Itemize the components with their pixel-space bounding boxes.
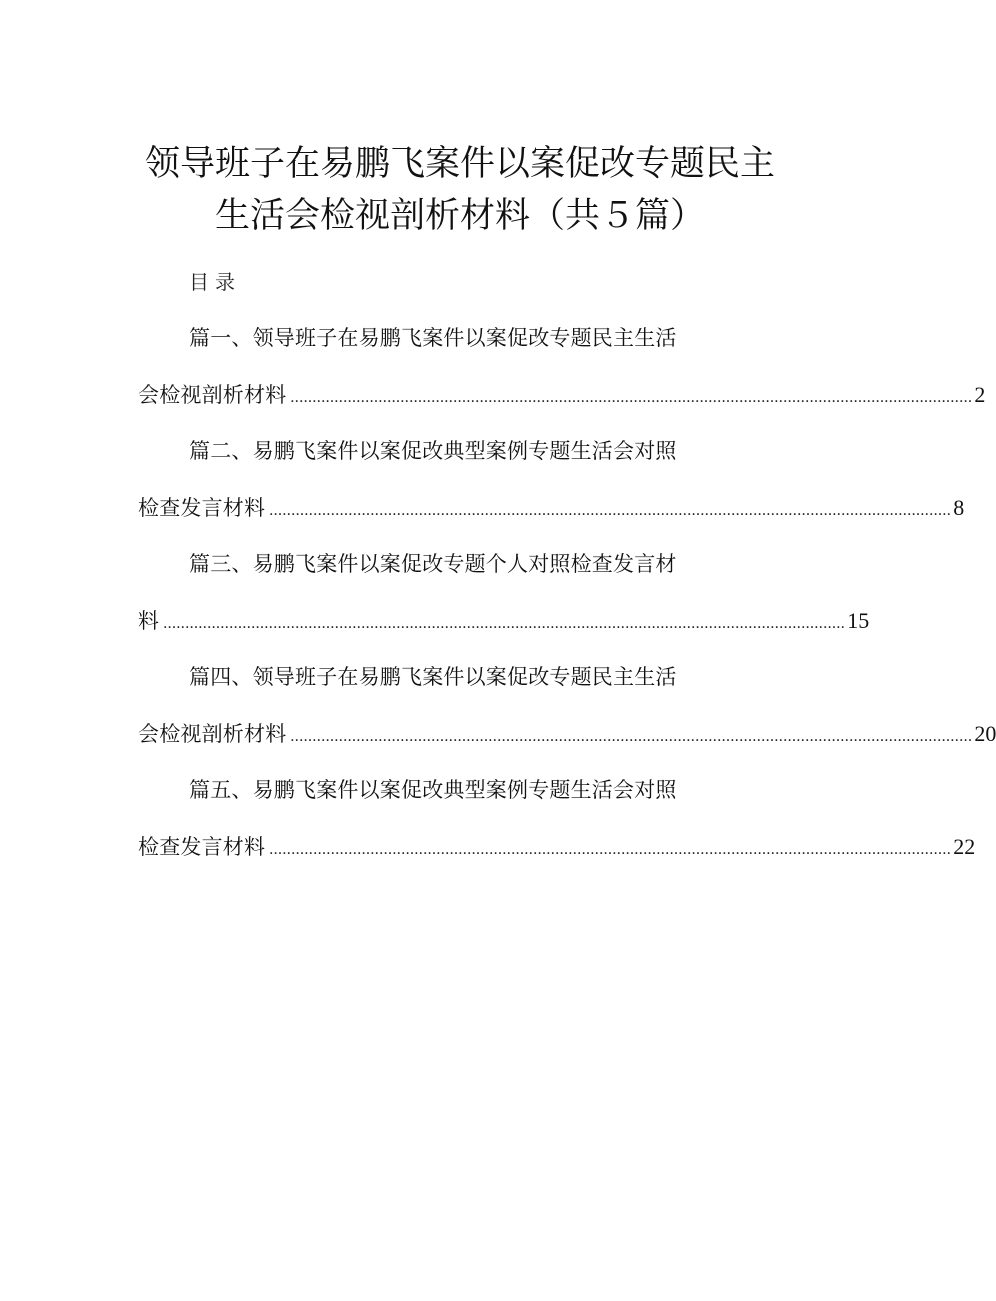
toc-entry-title: 篇一、领导班子在易鹏飞案件以案促改专题民主生活 <box>189 326 677 350</box>
dot-leader: ........................................................................................................................................................... <box>290 728 973 745</box>
toc-entry-title: 篇二、易鹏飞案件以案促改典型案例专题生活会对照 <box>189 439 677 463</box>
toc-entry-title-continuation: 料 <box>138 609 160 633</box>
document-title <box>0 138 920 242</box>
toc-entry-title-continuation: 会检视剖析材料 <box>138 383 287 407</box>
toc-entry-continuation-row <box>138 832 976 862</box>
toc-entry-title-continuation: 会检视剖析材料 <box>138 722 287 746</box>
toc-entry-title-continuation: 检查发言材料 <box>138 496 266 520</box>
toc-entry-title: 篇四、领导班子在易鹏飞案件以案促改专题民主生活 <box>189 665 677 689</box>
toc-entry-continuation-row <box>138 493 965 523</box>
toc-entry-continuation-row <box>138 719 996 749</box>
toc-entry-continuation-row <box>138 606 870 636</box>
toc-heading: 目录 <box>189 270 241 294</box>
toc-page-number: 2 <box>974 382 986 407</box>
dot-leader: ........................................................................................................................................................... <box>269 502 952 519</box>
document-title-line-1: 领导班子在易鹏飞案件以案促改专题民主 <box>144 144 775 184</box>
dot-leader: ........................................................................................................................................................... <box>163 615 846 632</box>
toc-entry-title: 篇五、易鹏飞案件以案促改典型案例专题生活会对照 <box>189 778 677 802</box>
dot-leader: ........................................................................................................................................................... <box>290 389 973 406</box>
toc-page-number: 22 <box>953 834 976 859</box>
toc-page-number: 15 <box>847 608 870 633</box>
dot-leader: ........................................................................................................................................................... <box>269 841 952 858</box>
document-title-line-2: 生活会检视剖析材料（共５篇） <box>214 196 705 236</box>
toc-page-number: 8 <box>953 495 965 520</box>
toc-entry-title-continuation: 检查发言材料 <box>138 835 266 859</box>
toc-entry-title: 篇三、易鹏飞案件以案促改专题个人对照检查发言材 <box>189 552 677 576</box>
toc-page-number: 20 <box>974 721 996 746</box>
toc-entry-continuation-row <box>138 380 986 410</box>
